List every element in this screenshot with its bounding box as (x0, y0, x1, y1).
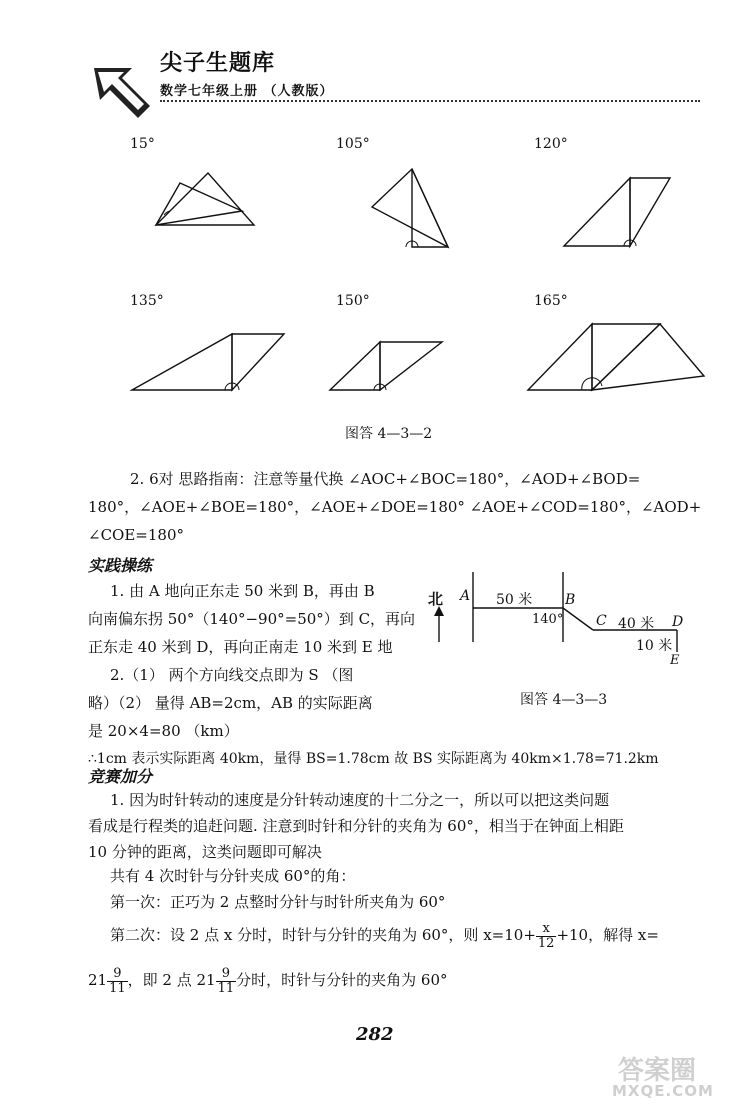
answer-2-6-line2: 180°，∠AOE+∠BOE=180°，∠AOE+∠DOE=180° ∠AOE+∠COD=180°，∠AOD+ (88, 498, 702, 516)
angle-label-105: 105° (336, 136, 370, 152)
angle-diagram-150 (326, 338, 446, 393)
angle-label-120: 120° (534, 136, 568, 152)
fraction-numerator: 9 (216, 967, 237, 982)
point-e-label: E (670, 653, 680, 668)
arrow-logo-icon (88, 60, 158, 130)
angle-b-label: 140° (532, 612, 564, 627)
north-label: 北 (428, 590, 444, 608)
book-subtitle: 数学七年级上册 （人教版） (160, 84, 334, 99)
angle-diagram-135 (128, 330, 288, 395)
angle-label-15: 15° (130, 136, 155, 152)
distance-de-label: 10 米 (636, 638, 673, 654)
figure-caption-4-3-3: 图答 4—3—3 (520, 692, 608, 708)
fraction-numerator: x (536, 922, 557, 937)
page-number: 282 (356, 1024, 394, 1045)
angle-label-165: 165° (534, 293, 568, 309)
distance-cd-label: 40 米 (618, 616, 655, 632)
practice-1-line1: 1. 由 A 地向正东走 50 米到 B，再由 B (110, 582, 375, 600)
section-heading-practice: 实践操练 (88, 556, 153, 575)
fraction-denominator: 12 (537, 935, 555, 951)
contest-line4: 共有 4 次时针与分针夹成 60°的角： (110, 867, 356, 885)
practice-1-line2: 向南偏东拐 50°（140°−90°=50°）到 C，再向 (88, 610, 416, 628)
contest-line1: 1. 因为时针转动的速度是分针转动速度的十二分之一，所以可以把这类问题 (110, 791, 610, 809)
practice-2-line4: ∴1cm 表示实际距离 40km，量得 BS=1.78cm 故 BS 实际距离为 40km×1.78=71.2km (88, 751, 659, 767)
fraction-denominator: 11 (217, 980, 235, 996)
fraction-denominator: 11 (109, 980, 126, 996)
angle-label-135: 135° (130, 293, 164, 309)
watermark-logo: 答案圈 (618, 1056, 697, 1086)
practice-2-line1: 2.（1） 两个方向线交点即为 S （图 (110, 666, 354, 684)
practice-2-line3: 是 20×4=80 （km） (88, 722, 239, 740)
contest-line5: 第一次：正巧为 2 点整时分针与时针所夹角为 60° (110, 893, 446, 911)
distance-ab-label: 50 米 (496, 592, 533, 608)
contest-line7-end: 分时，时针与分针的夹角为 60° (236, 971, 448, 989)
practice-1-line3: 正东走 40 米到 D，再向正南走 10 米到 E 地 (88, 638, 393, 656)
contest-line7-mid: ，即 2 点 21 (127, 971, 216, 989)
angle-diagram-15 (150, 165, 260, 230)
fraction-x-over-12 (536, 922, 557, 951)
practice-2-line2: 略）（2） 量得 AB=2cm，AB 的实际距离 (88, 694, 373, 712)
contest-line2: 看成是行程类的追赶问题. 注意到时针和分针的夹角为 60°，相当于在钟面上相距 (88, 817, 624, 835)
angle-diagram-165 (524, 320, 709, 395)
answer-2-6-line3: ∠COE=180° (88, 526, 184, 544)
point-d-label: D (672, 614, 684, 630)
answer-2-6-line1: 2. 6对 思路指南：注意等量代换 ∠AOC+∠BOC=180°，∠AOD+∠BOD= (130, 470, 641, 488)
figure-caption-4-3-2: 图答 4—3—2 (345, 426, 433, 442)
fraction-9-over-11-a (107, 967, 128, 996)
contest-line7 (88, 966, 447, 996)
mixed-number-whole: 21 (88, 971, 108, 989)
contest-line6 (110, 921, 659, 951)
fraction-9-over-11-b (216, 967, 237, 996)
point-b-label: B (565, 592, 576, 608)
section-heading-contest: 竞赛加分 (88, 767, 153, 786)
contest-line6-end: +10，解得 x= (556, 926, 659, 944)
watermark-url: MXQE.COM (612, 1082, 714, 1100)
contest-line3: 10 分钟的距离，这类问题即可解决 (88, 843, 322, 861)
point-a-label: A (460, 588, 471, 604)
angle-label-150: 150° (336, 293, 370, 309)
header-divider (160, 100, 700, 102)
book-title: 尖子生题库 (160, 50, 276, 76)
angle-diagram-105 (368, 165, 453, 255)
point-c-label: C (596, 613, 607, 629)
fraction-numerator: 9 (107, 967, 128, 982)
contest-line6-start: 第二次：设 2 点 x 分时，时针与分针的夹角为 60°，则 x=10+ (110, 926, 536, 944)
angle-diagram-120 (560, 170, 675, 250)
